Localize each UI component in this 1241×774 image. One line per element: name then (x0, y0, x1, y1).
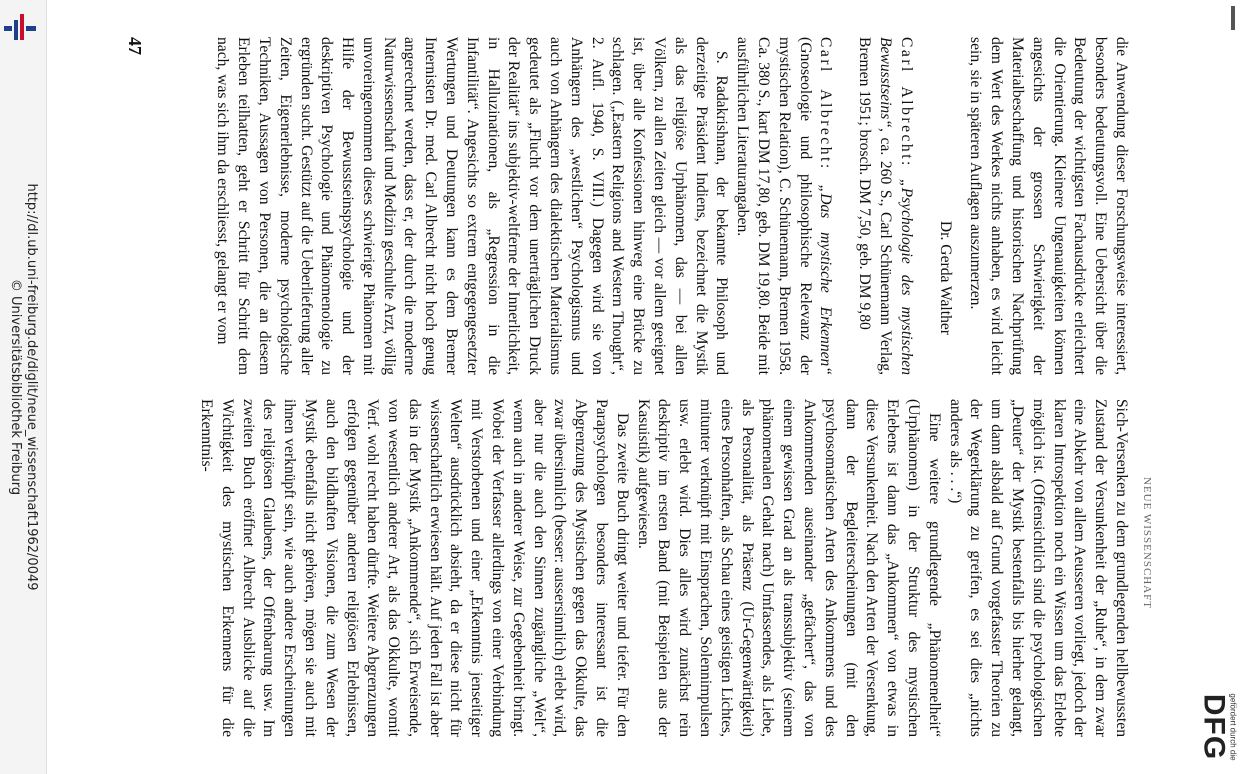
scanned-page-viewport (105, 0, 1155, 774)
paragraph: Das zweite Buch dringt weiter und tiefer. Für den Parapsychologen besonders interessant ist die Abgrenzung des Mystischen gegen das Okkulte, das zwar übersinnlich (besser: aussersinnlich) erlebt wird, aber nur die auch den Sinnen zugängliche „Welt“, wenn auch in anderer Weise, zur Gegebenheit bringt. Wobei der Verfasser allerdings von einer Verbindung mit Verstorbenen und einer „Erkenntnis jenseitiger Welten“ ausdrücklich absieht, da er diese nicht für wissenschaftlich erwiesen hält. Auf jeden Fall ist aber das in der Mystik „Ankommende“, sich Erweisende, von wesentlich anderer Art, als das Okkulte, womit Verf. wohl recht haben dürfte. Weitere Abgrenzungen erfolgen gegenüber anderen religiösen Erlebnissen, auch den bildhaften Visionen, die zum Wesen der Mystik ebenfalls nicht gehören, mögen sie auch mit ihnen verknüpft sein, wie auch andere Erscheinungen des religiösen Glaubens, der Offenbarung usw. Im zweiten Buch eröffnet Albrecht Ausblicke auf die Wichtigkeit des mystischen Erkennens für die Erkenntnis- (197, 399, 631, 737)
funding-logo (1195, 680, 1241, 774)
review-details: ca. 260 S., Carl Schünemann Verlag, Bremen 1951; brosch. DM 7,50, geb. DM 9,80 (856, 37, 895, 375)
paragraph: S. Radakrishnan, der bekannte Philosoph und derzeitige Präsident Indiens, bezeichnet die Mystik als das religiöse Urphänomen, das — bei allen Völkern, zu allen Zeiten gleich — vor allem geeignet ist, über alle Konfessionen hinweg eine Brücke zu schlagen. („Eastern Religions and Western Thought“, 2. Aufl. 1940, S. VIII.) Dagegen wird sie von Anhängern des „westlichen“ Psychologismus und auch von Anhängern des dialektischen Materialismus gedeutet als „Flucht vor dem unerträglichen Druck der Realität“ ins subjektiv-weltferne der Innerlichkeit, in Halluzinationen, als „Regression in die Infantilität“. Angesichts so extrem entgegengesetzter Wertungen und Deutungen kann es dem Bremer Internisten Dr. med. Carl Albrecht nicht hoch genug angerechnet werden, dass er, der durch die moderne Naturwissenschaft und Medizin geschulte Arzt, völlig unvoreingenommen dieses schwierige Phänomen mit Hilfe der Bewusstseinspsychologie und der deskriptiven Psychologie und Phänomenologie zu ergründen sucht. Gestützt auf die Ueberlieferung aller Zeiten, Eigenerlebnisse, moderne psychologische Techniken, Aussagen von Personen, die an diesem Erleben teilhatten, geht er Schritt für Schritt dem nach, was sich ihm da erschliesst, gelangt er vom (214, 37, 731, 375)
repository-url[interactable] (7, 37, 39, 737)
paragraph: Eine weitere grundlegende „Phänomenelheit“ (Urphänomen) in der Struktur des mystischen Erlebens ist dann das „Ankommen“ von etwas in diese Versunkenheit. Nach den Arten der Versenkung, dann der Begleiterscheinungen (mit den psychosomatischen Arten des Ankommens und des Ankommenden auseinander „gefächert“, das von einem gewissen Grad an als transsubjektiv (seinem phänomenalen Gehalt nach) Umfassendes, als Liebe, als Personalität, als Präsenz (Ur-Gegenwärtigkeit) eines Personhaften, als Schau eines geistigen Lichtes, mitunter verknüpft mit Einsprachen, Solennimpulsen usw. erlebt wird. Dies alles wird zunächst rein deskriptiv im ersten Band (mit Beispielen aus der Kasuistik) aufgewiesen. (634, 399, 943, 737)
review-title: „Das mystische Erkennen“ (817, 184, 835, 376)
copyright-notice: © Universitätsbibliothek Freiburg (8, 278, 23, 496)
review-author: Carl Albrecht: (817, 37, 835, 171)
paragraph: Sich-Versenken zu dem grundlegenden hellbewussten Zustand der Versunkenheit der „Ruhe“, in dem zwar eine Abkehr von allem Aeusseren vorliegt, jedoch der klaren Introspektion noch ein Wissen um das Erlebte möglich ist. (Offensichtlich sind die psychologischen „Deuter“ der Mystik bestenfalls bis hierher gelangt, um dann alsbald auf Grund vorgefasster Theorien zu der Wegerklärung zu greifen, es sei dies „nichts anderes als . . .“) (946, 399, 1130, 737)
right-edge (1195, 0, 1241, 680)
dfg-logo: DFG (1197, 693, 1231, 761)
page-number: 47 (125, 37, 145, 55)
running-head: NEUE WISSENSCHAFT (1141, 477, 1153, 610)
review-title: „Psychologie des mystischen Bewusstseins“, (877, 37, 915, 376)
review-heading (731, 37, 835, 375)
paragraph: die Anwendung dieser Forschungsweise interessiert, besonders bedeutungsvoll. Eine Uebersicht über die Bedeutung der wichtigsten Fachausdrücke erleichtert die Orientierung. Kleinere Ungenauigkeiten können angesichts der grossen Schwierigkeit der Materialbeschaffung und historischen Nachprüfung dem Wert des Werkes nichts anhaben, es wird leicht sein, sie in späteren Auflagen auszumerzen. (967, 37, 1130, 375)
left-column (212, 37, 1131, 375)
review-author: Carl Albrecht: (897, 37, 915, 168)
funding-line: gefördert durch die (1228, 693, 1238, 761)
right-column (195, 399, 1131, 737)
review-details: (Gnoseologie und philosophische Relevanz der mystischen Relation), C. Schünemann, Bremen 1958. Ca. 380 S., kart DM 17,80, geb. DM 19,80. Beide mit ausführlichen Literaturangaben. (734, 37, 814, 375)
margin-strip (0, 0, 47, 774)
scanned-page (105, 7, 1155, 767)
reviewer-signature: Dr. Gerda Walther (936, 220, 954, 335)
repository-link[interactable]: http://dl.ub.uni-freiburg.de/diglit/neue_wissenschaft1962/0049 (24, 183, 39, 591)
review-heading (853, 37, 915, 375)
scan-mark (1231, 6, 1235, 30)
